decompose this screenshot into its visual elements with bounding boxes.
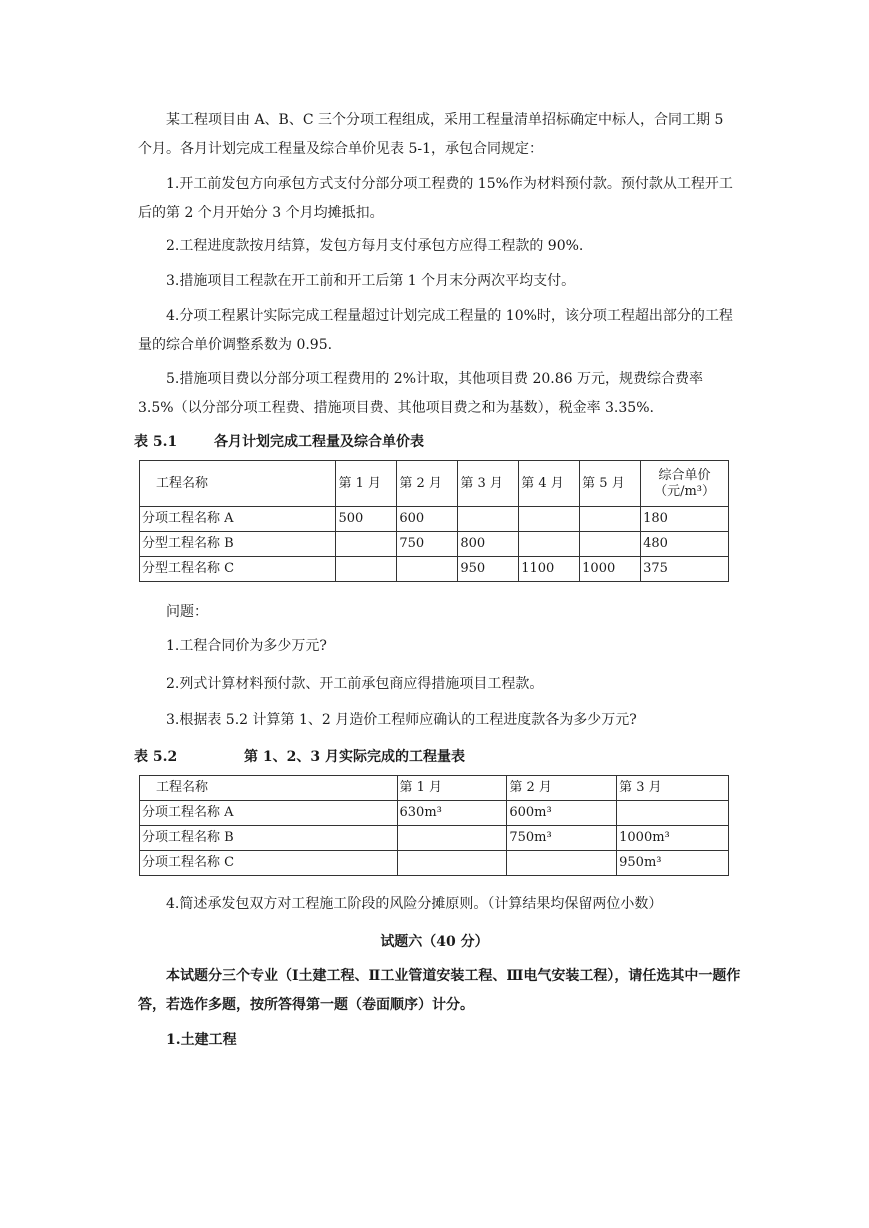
table1-header-m3: 第 3 月 <box>458 461 519 507</box>
table2 <box>139 775 729 876</box>
table2-header-m3: 第 3 月 <box>617 776 729 801</box>
table-row <box>140 851 729 876</box>
rule-1: 1.开工前发包方向承包方式支付分部分项工程费的 15%作为材料预付款。预付款从工程开工后的第 2 个月开始分 3 个月均摊抵扣。 <box>138 176 733 221</box>
table-cell: 1000m³ <box>617 826 729 851</box>
table-cell: 630m³ <box>397 801 507 826</box>
table-cell: 750 <box>397 532 458 557</box>
questions-label: 问题： <box>166 604 208 620</box>
table1-caption-title: 各月计划完成工程量及综合单价表 <box>214 434 424 450</box>
question-4: 4.简述承发包双方对工程施工阶段的风险分摊原则。（计算结果均保留两位小数） <box>166 896 663 912</box>
table-cell: 375 <box>641 557 729 582</box>
table1-caption-number: 表 5.1 <box>134 434 178 450</box>
section-intro: 本试题分三个专业（Ⅰ土建工程、Ⅱ工业管道安装工程、Ⅲ电气安装工程），请任选其中一题作答，若选作多题，按所答得第一题（卷面顺序）计分。 <box>138 968 741 1013</box>
rule-5: 5.措施项目费以分部分项工程费用的 2%计取，其他项目费 20.86 万元，规费综合费率 3.5%（以分部分项工程费、措施项目费、其他项目费之和为基数），税金率 3.35%. <box>138 371 703 416</box>
table-cell <box>397 851 507 876</box>
table1-header-m1: 第 1 月 <box>336 461 397 507</box>
table-cell: 950m³ <box>617 851 729 876</box>
table-row <box>140 557 729 582</box>
table-cell: 分项工程名称 B <box>140 826 398 851</box>
table2-caption-number: 表 5.2 <box>134 749 178 765</box>
table1 <box>139 460 729 582</box>
table2-caption <box>134 746 465 766</box>
table-cell: 600m³ <box>507 801 617 826</box>
table-cell <box>336 532 397 557</box>
table1-header-row <box>140 461 729 507</box>
table-cell: 分型工程名称 B <box>140 532 336 557</box>
table1-header-price <box>641 461 729 507</box>
table-row <box>140 532 729 557</box>
section-subtitle: 1.土建工程 <box>166 1032 237 1048</box>
table1-caption <box>134 431 424 451</box>
rule-3: 3.措施项目工程款在开工前和开工后第 1 个月末分两次平均支付。 <box>166 273 576 289</box>
table1-header-m5: 第 5 月 <box>580 461 641 507</box>
question-1: 1.工程合同价为多少万元? <box>166 638 327 654</box>
table-cell: 750m³ <box>507 826 617 851</box>
table-cell: 分项工程名称 A <box>140 801 398 826</box>
table-row <box>140 826 729 851</box>
intro-paragraph: 某工程项目由 A、B、C 三个分项工程组成，采用工程量清单招标确定中标人，合同工期 5 个月。各月计划完成工程量及综合单价见表 5-1，承包合同规定： <box>138 112 724 157</box>
table-cell: 600 <box>397 507 458 532</box>
table-cell: 180 <box>641 507 729 532</box>
table-cell <box>580 532 641 557</box>
table-cell: 1000 <box>580 557 641 582</box>
table-cell: 分项工程名称 A <box>140 507 336 532</box>
table-cell: 分项工程名称 C <box>140 851 398 876</box>
table-cell: 分型工程名称 C <box>140 557 336 582</box>
table2-header-row <box>140 776 729 801</box>
table2-header-name: 工程名称 <box>140 776 398 801</box>
table-cell: 1100 <box>519 557 580 582</box>
table-row <box>140 801 729 826</box>
table-cell <box>507 851 617 876</box>
table-cell <box>397 826 507 851</box>
table-cell: 800 <box>458 532 519 557</box>
table1-header-price-label: 综合单价 <box>658 467 711 483</box>
table-cell <box>397 557 458 582</box>
question-3: 3.根据表 5.2 计算第 1、2 月造价工程师应确认的工程进度款各为多少万元? <box>166 712 637 728</box>
table1-header-m2: 第 2 月 <box>397 461 458 507</box>
table-cell <box>519 532 580 557</box>
table1-header-price-unit: （元/m³） <box>654 483 715 499</box>
table1-header-m4: 第 4 月 <box>519 461 580 507</box>
rule-2: 2.工程进度款按月结算，发包方每月支付承包方应得工程款的 90%. <box>166 238 584 254</box>
table-cell: 950 <box>458 557 519 582</box>
table-cell <box>519 507 580 532</box>
table-cell <box>336 557 397 582</box>
section-title: 试题六（40 分） <box>380 934 489 950</box>
table-cell: 480 <box>641 532 729 557</box>
table2-caption-title: 第 1、2、3 月实际完成的工程量表 <box>244 749 465 765</box>
table-row <box>140 507 729 532</box>
table-cell <box>458 507 519 532</box>
table-cell: 500 <box>336 507 397 532</box>
question-2: 2.列式计算材料预付款、开工前承包商应得措施项目工程款。 <box>166 676 544 692</box>
rule-4: 4.分项工程累计实际完成工程量超过计划完成工程量的 10%时，该分项工程超出部分的工程量的综合单价调整系数为 0.95. <box>138 308 733 353</box>
table-cell <box>580 507 641 532</box>
table2-header-m2: 第 2 月 <box>507 776 617 801</box>
table2-header-m1: 第 1 月 <box>397 776 507 801</box>
table1-header-name: 工程名称 <box>140 461 336 507</box>
table-cell <box>617 801 729 826</box>
